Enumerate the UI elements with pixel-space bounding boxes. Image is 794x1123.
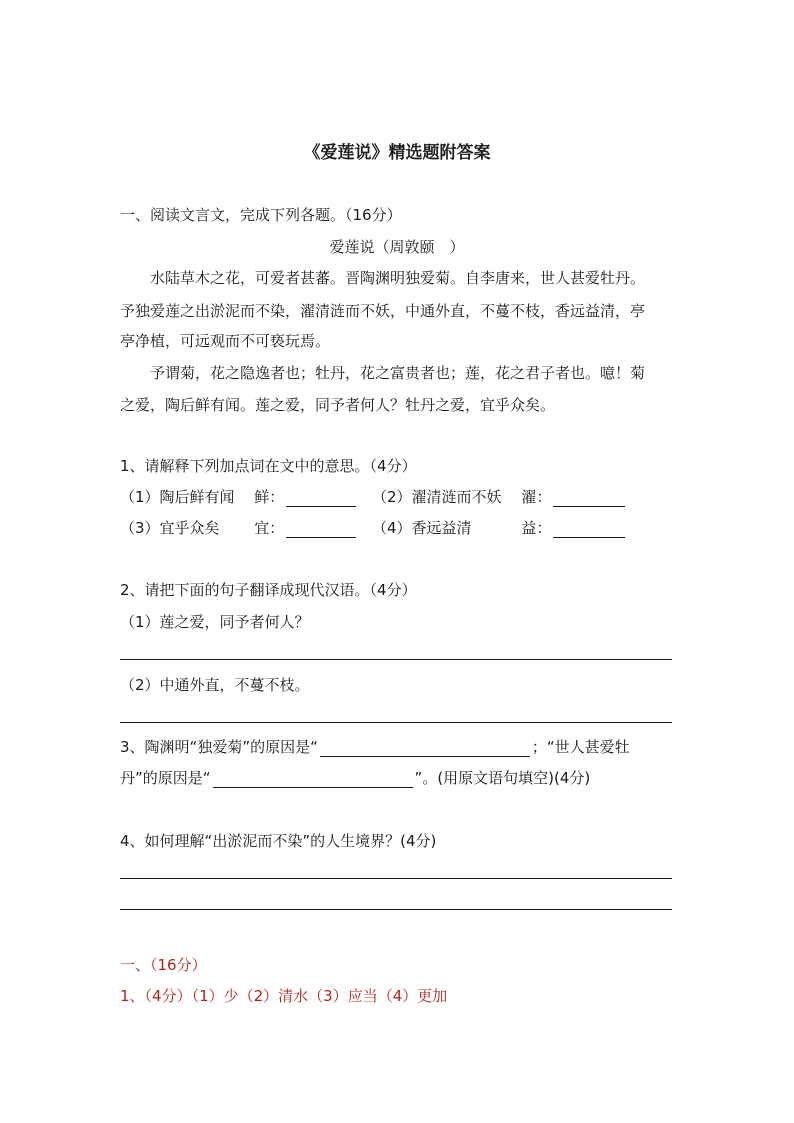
answer-heading: 一、（16分） [120, 956, 207, 974]
question-3-line-2 [120, 768, 590, 788]
q3-text: ；“世人甚爱牡 [531, 738, 630, 756]
question-2-stem: 2、请把下面的句子翻译成现代汉语。（4分） [120, 581, 417, 599]
document-title: 《爱莲说》精选题附答案 [303, 143, 491, 163]
q1-item-4 [372, 518, 627, 538]
answer-blank[interactable] [553, 491, 625, 507]
q2-sentence-1: （1）莲之爱，同予者何人？ [120, 613, 310, 631]
q1-item-label: （3）宜乎众矣 宜： [120, 519, 285, 537]
section-heading: 一、阅读文言文，完成下列各题。（16分） [120, 206, 402, 224]
passage-line: 予独爱莲之出淤泥而不染，濯清涟而不妖，中通外直，不蔓不枝，香远益清，亭 [120, 302, 646, 320]
answer-line[interactable] [120, 878, 672, 879]
q2-sentence-2: （2）中通外直，不蔓不枝。 [120, 676, 310, 694]
q3-text: 3、陶渊明“独爱菊”的原因是“ [120, 738, 318, 756]
q1-item-3 [120, 518, 358, 538]
passage-title: 爱莲说（周敦颐 ） [329, 238, 465, 256]
passage-line: 亭净植，可远观而不可亵玩焉。 [120, 332, 331, 350]
answer-blank[interactable] [286, 522, 356, 538]
answer-1: 1、（4分）（1）少（2）清水（3）应当（4）更加 [120, 987, 448, 1005]
q3-text: 丹”的原因是“ [120, 769, 211, 787]
q1-item-2 [372, 487, 627, 507]
passage-line: 予谓菊，花之隐逸者也；牡丹，花之富贵者也；莲，花之君子者也。噫！菊 [120, 364, 646, 382]
q1-item-label: （4）香远益清 益： [372, 519, 552, 537]
passage-line: 之爱，陶后鲜有闻。莲之爱，同予者何人？牡丹之爱，宜乎众矣。 [120, 396, 556, 414]
q1-item-1 [120, 487, 358, 507]
answer-blank[interactable] [213, 772, 413, 788]
answer-blank[interactable] [553, 522, 625, 538]
q3-text: ”。(用原文语句填空)(4分) [414, 769, 591, 787]
question-3-line-1 [120, 737, 630, 757]
passage-line: 水陆草木之花，可爱者甚蕃。晋陶渊明独爱菊。自李唐来，世人甚爱牡丹。 [120, 269, 646, 287]
answer-blank[interactable] [286, 491, 356, 507]
question-1-stem: 1、请解释下列加点词在文中的意思。（4分） [120, 457, 417, 475]
answer-line[interactable] [120, 909, 672, 910]
q1-item-label: （2）濯清涟而不妖 濯： [372, 488, 552, 506]
question-4-stem: 4、如何理解“出淤泥而不染”的人生境界？(4分) [120, 832, 437, 850]
answer-line[interactable] [120, 659, 672, 660]
q1-item-label: （1）陶后鲜有闻 鲜： [120, 488, 285, 506]
answer-blank[interactable] [320, 741, 530, 757]
answer-line[interactable] [120, 722, 672, 723]
